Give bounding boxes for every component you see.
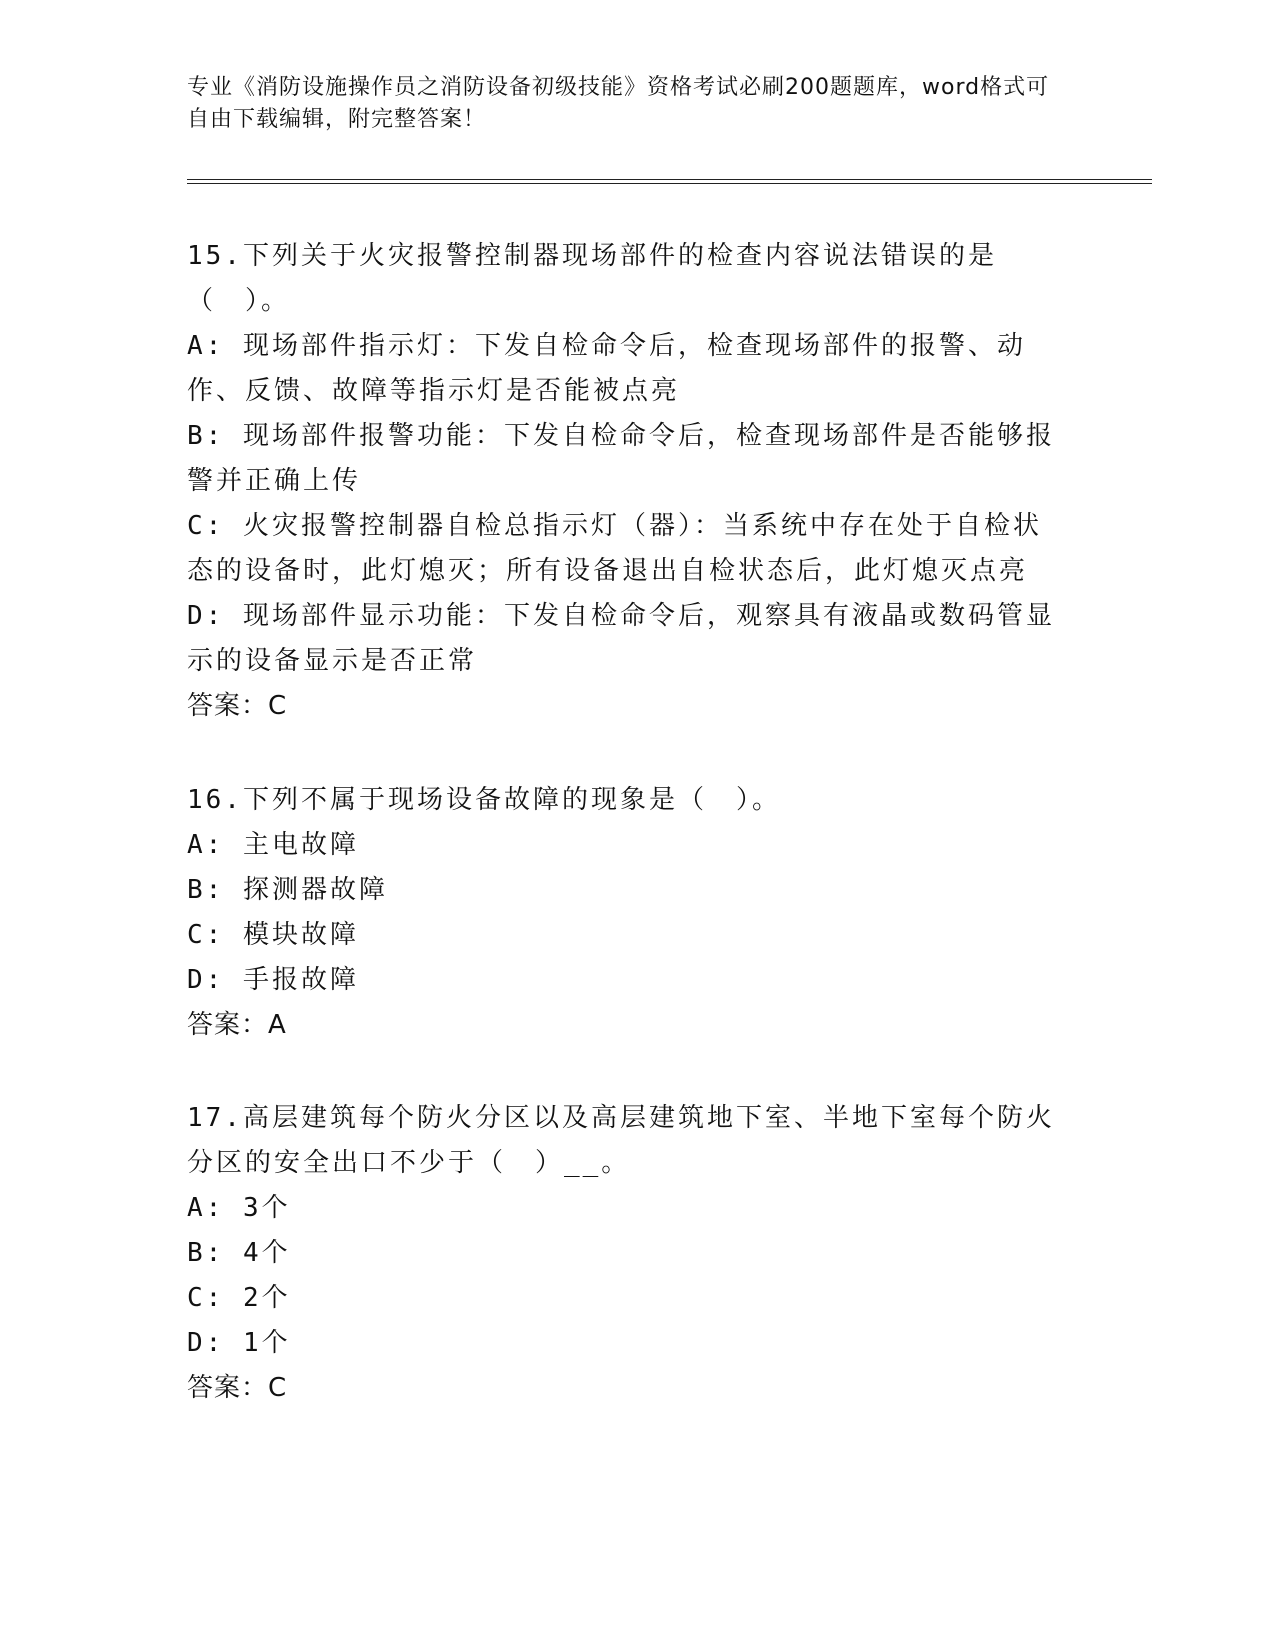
question-stem: 17.高层建筑每个防火分区以及高层建筑地下室、半地下室每个防火分区的安全出口不少于（ ）__。: [187, 1103, 1055, 1178]
question-17: [187, 1096, 1067, 1411]
option-a: A: 现场部件指示灯：下发自检命令后，检查现场部件的报警、动作、反馈、故障等指示灯是否能被点亮: [187, 331, 1026, 406]
option-d: D: 手报故障: [187, 965, 359, 995]
option-a: A: 3个: [187, 1193, 291, 1223]
answer: 答案：A: [187, 1010, 287, 1040]
answer: 答案：C: [187, 1373, 288, 1403]
question-15: [187, 234, 1067, 729]
option-c: C: 2个: [187, 1283, 291, 1313]
option-d: D: 现场部件显示功能：下发自检命令后，观察具有液晶或数码管显示的设备显示是否正常: [187, 601, 1055, 676]
option-b: B: 4个: [187, 1238, 291, 1268]
header-divider-bottom: [187, 183, 1152, 184]
option-d: D: 1个: [187, 1328, 291, 1358]
question-16: [187, 778, 1067, 1048]
option-c: C: 火灾报警控制器自检总指示灯（器）：当系统中存在处于自检状态的设备时，此灯熄灭；所有设备退出自检状态后，此灯熄灭点亮: [187, 511, 1042, 586]
option-a: A: 主电故障: [187, 830, 359, 860]
question-stem: 15.下列关于火灾报警控制器现场部件的检查内容说法错误的是（ ）。: [187, 241, 997, 316]
document-header: 专业《消防设施操作员之消防设备初级技能》资格考试必刷200题题库，word格式可自由下载编辑，附完整答案！: [187, 75, 1050, 132]
answer: 答案：C: [187, 691, 288, 721]
header-divider-top: [187, 179, 1152, 180]
option-b: B: 探测器故障: [187, 875, 388, 905]
option-b: B: 现场部件报警功能：下发自检命令后，检查现场部件是否能够报警并正确上传: [187, 421, 1055, 496]
option-c: C: 模块故障: [187, 920, 359, 950]
question-stem: 16.下列不属于现场设备故障的现象是（ ）。: [187, 785, 781, 815]
